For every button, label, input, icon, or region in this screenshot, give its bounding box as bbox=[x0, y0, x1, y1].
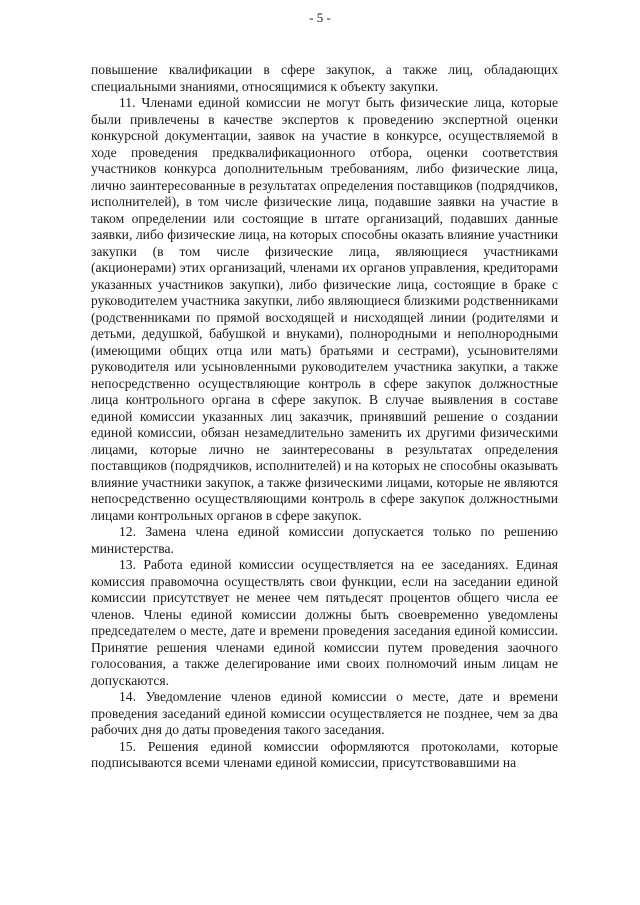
paragraph-11: 11. Членами единой комиссии не могут быть физические лица, которые были привлечены в качестве экспертов к проведению экспертной оценки конкурсной документации, заявок на участие в конкурсе, осуществляемой в ходе проведения предквалификационного отбора, оценки соответствия участников конкурса дополнительным требованиям, либо физические лица, лично заинтересованные в результатах определения поставщиков (подрядчиков, исполнителей), в том числе физические лица, подавшие заявки на участие в таком определении или состоящие в штате организаций, подавших данные заявки, либо физические лица, на которых способны оказать влияние участники закупки (в том числе физические лица, являющиеся участниками (акционерами) этих организаций, членами их органов управления, кредиторами указанных участников закупки), либо физические лица, состоящие в браке с руководителем участника закупки, либо являющиеся близкими родственниками (родственниками по прямой восходящей и нисходящей линии (родителями и детьми, дедушкой, бабушкой и внуками), полнородными и неполнородными (имеющими общих отца или мать) братьями и сестрами), усыновителями руководителя или усыновленными руководителем участника закупки, а также непосредственно осуществляющие контроль в сфере закупок должностные лица контрольного органа в сфере закупок. В случае выявления в составе единой комиссии указанных лиц заказчик, принявший решение о создании единой комиссии, обязан незамедлительно заменить их другими физическими лицами, которые лично не заинтересованы в результатах определения поставщиков (подрядчиков, исполнителей) и на которых не способны оказывать влияние участники закупок, а также физическими лицами, которые не являются непосредственно осуществляющими контроль в сфере закупок должностными лицами контрольных органов в сфере закупок. bbox=[91, 95, 558, 523]
paragraph-15: 15. Решения единой комиссии оформляются протоколами, которые подписываются всеми членами единой комиссии, присутствовавшими на bbox=[91, 738, 558, 770]
paragraph-12: 12. Замена члена единой комиссии допускается только по решению министерства. bbox=[91, 524, 558, 556]
paragraph-13: 13. Работа единой комиссии осуществляется на ее заседаниях. Единая комиссия правомочна осуществлять свои функции, если на заседании единой комиссии присутствует не менее чем пятьдесят процентов общего числа ее членов. Члены единой комиссии должны быть своевременно уведомлены председателем о месте, дате и времени проведения заседания единой комиссии. Принятие решения членами единой комиссии путем проведения заочного голосования, а также делегирование ими своих полномочий иным лицам не допускаются. bbox=[91, 557, 558, 688]
paragraph-14: 14. Уведомление членов единой комиссии о месте, дате и времени проведения заседаний единой комиссии осуществляется не позднее, чем за два рабочих дня до даты проведения такого заседания. bbox=[91, 689, 558, 737]
page-number: - 5 - bbox=[309, 10, 331, 25]
paragraph-continuation: повышение квалификации в сфере закупок, а также лиц, обладающих специальными знаниями, относящимися к объекту закупки. bbox=[91, 62, 558, 94]
document-body bbox=[91, 62, 558, 772]
